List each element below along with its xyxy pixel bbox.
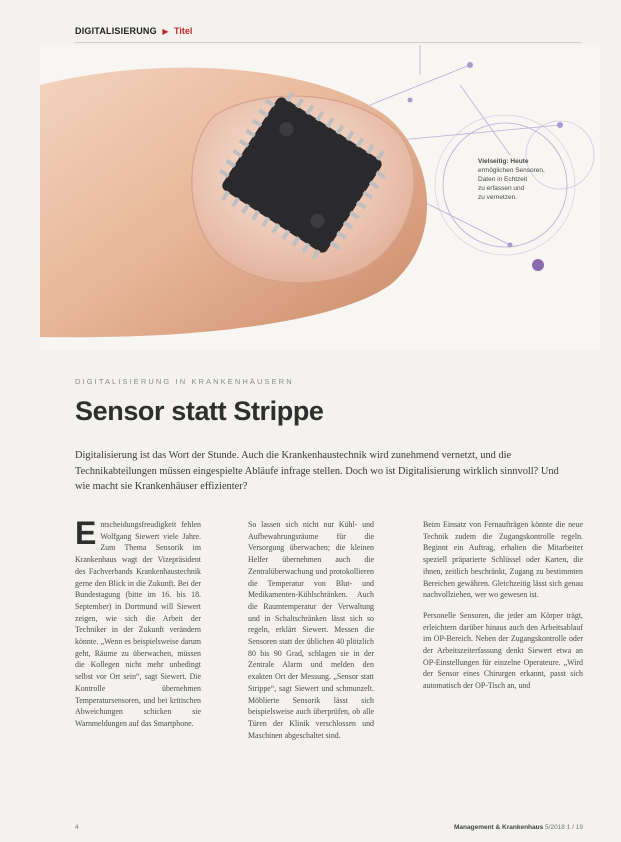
section-tag: Titel (174, 26, 193, 36)
column-3-paragraph-2: Personelle Sensoren, die jeder am Körper trägt, erleichtern darüber hinaus auch den Arbeitsablauf im OP-Bereich. Neben der Zugangskontrolle oder der Arbeitszeiterfassung denkt Siewert etwa an OP-Einstellungen für einzelne Operateure. „Wird der Sensor eines Chirurgen erkannt, passt sich automatisch der OP-Tisch an, und (423, 610, 583, 691)
triangle-right-icon: ▶ (162, 27, 169, 36)
article-title: Sensor statt Strippe (75, 396, 324, 426)
column-2-text: So lassen sich nicht nur Kühl- und Aufbewahrungsräume für die Versorgung überwachen; die kleinen Helfer übernehmen auch die Zentralüberwachung und protokollieren die Temperatur von Blut- und Medikamenten-Kühlschränken. Auch die Raumtemperatur der Verwaltung und in Schaltschränken lässt sich so regeln, erklärt Siewert. Messen die Sensoren statt der üblichen 40 plötzlich 80 bis 90 Grad, schlagen sie in der Zentrale Alarm und melden den exakten Ort der Messung. „Sensor statt Strippe“, sagt Siewert und schmunzelt. Möblierte Sensorik lässt sich beispielsweise auch überprüfen, ob alle Türen der Klinik verschlossen und Maschinen abgeschaltet sind. (248, 520, 374, 740)
publication-info (454, 824, 583, 831)
article-column-3 (423, 519, 583, 701)
page-right: 1 / 19 (566, 824, 583, 831)
svg-text:ermöglichen Sensoren,: ermöglichen Sensoren, (478, 167, 545, 174)
article-lead: Digitalisierung ist das Wort der Stunde. Auch die Krankenhaustechnik wird zunehmend vernetzt, und die Technikabteilungen müssen eingespielte Abläufe infrage stellen. Doch wo ist Digitalisierung wirklich sinnvoll? Und wie macht sie Krankenhäuser effizienter? (75, 450, 559, 492)
finger-chip-illustration (40, 45, 600, 350)
svg-text:Daten in Echtzeit: Daten in Echtzeit (478, 176, 528, 183)
column-1-text: ntscheidungsfreudigkeit fehlen Wolfgang Siewert viele Jahre. Zum Thema Sensorik im Krankenhaus wagt der Vizepräsident des Fachverbands Krankenhaustechnik gerne den Blick in die Zukunft. Bei der Bundestagung (bitte im 16. bis 18. September) in Dortmund will Siewert zeigen, wie sich die Arbeit der Techniker in der Zukunft verändern könnte. „Wenn es beispielsweise darum geht, Räume zu überwachen, müssen die Kollegen nicht mehr unbedingt selbst vor Ort sein“, sagt Siewert. Die Kontrolle übernehmen Temperatursensoren, und bei kritischen Abweichungen schicken sie Warnmeldungen auf das Smartphone. (75, 520, 201, 728)
article-column-1 (75, 515, 201, 730)
publication-name: Management & Krankenhaus (454, 824, 544, 831)
drop-cap: E (75, 515, 97, 551)
svg-text:zu vernetzen.: zu vernetzen. (478, 194, 518, 201)
article-kicker: DIGITALISIERUNG IN KRANKENHÄUSERN (75, 377, 294, 386)
svg-text:zu erfassen und: zu erfassen und (478, 185, 525, 192)
column-3-paragraph-1: Beim Einsatz von Fernaufträgen könnte die neue Technik zudem die Zugangskontrolle regeln. Beginnt ein Auftrag, erhalten die Mitarbeiter speziell präparierte Schlüssel oder Karten, die ihnen, zeitlich beschränkt, Zugang zu bestimmten Bereichen gewähren. Gleichzeitig lässt sich genau nachvollziehen, wer wo gewesen ist. (423, 520, 583, 600)
section-label: DIGITALISIERUNG (75, 26, 157, 36)
caption-title: Vielseitig: Heute (478, 158, 529, 165)
issue: 5/2018 (545, 824, 565, 831)
page-number: 4 (75, 824, 79, 831)
hero-image (40, 45, 600, 350)
article-column-2 (248, 519, 374, 741)
page-header (75, 26, 581, 43)
